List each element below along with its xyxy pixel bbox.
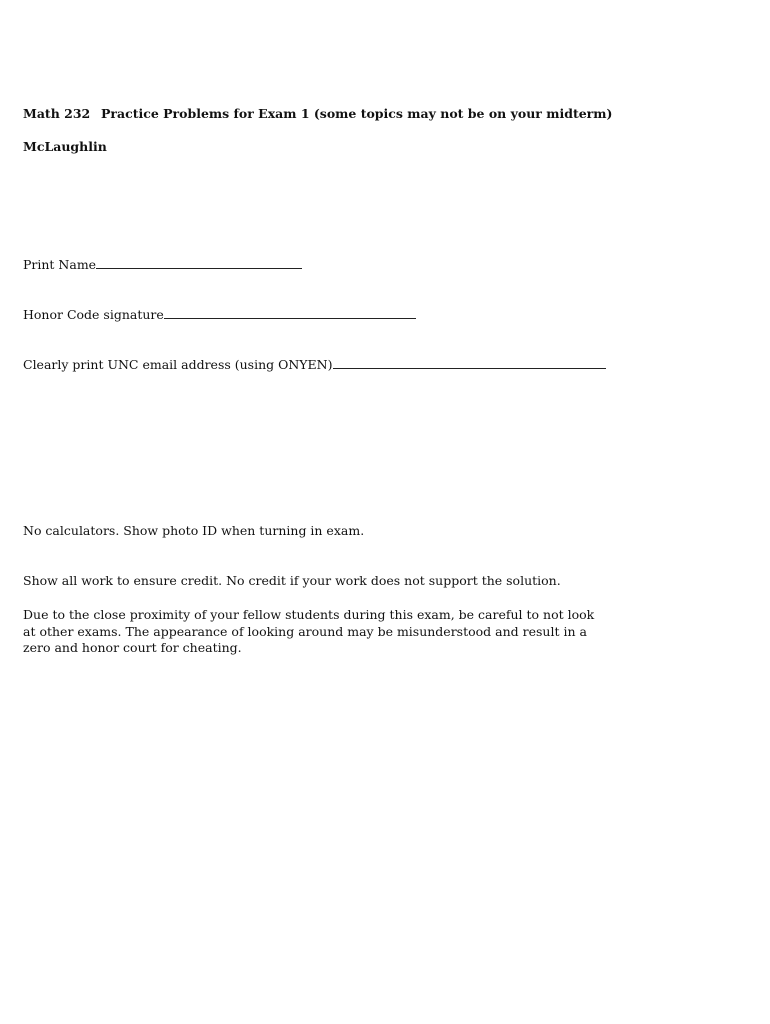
calculator-rule: No calculators. Show photo ID when turning in exam.	[23, 523, 365, 538]
show-work-rule: Show all work to ensure credit. No credit if your work does not support the solution.	[23, 573, 561, 588]
print-name-blank[interactable]	[96, 256, 302, 269]
honor-code-field	[23, 306, 416, 323]
email-field	[23, 356, 606, 373]
course-code: Math 232	[23, 106, 91, 121]
exam-header	[23, 106, 612, 122]
exam-title: Practice Problems for Exam 1 (some topics may not be on your midterm)	[101, 106, 613, 121]
print-name-label: Print Name	[23, 257, 97, 272]
instructor-name: McLaughlin	[23, 139, 107, 154]
honor-code-label: Honor Code signature	[23, 307, 164, 322]
print-name-field	[23, 256, 302, 273]
email-label: Clearly print UNC email address (using ONYEN)	[23, 357, 333, 372]
honor-code-blank[interactable]	[164, 306, 416, 319]
proximity-rule: Due to the close proximity of your fellow students during this exam, be careful to not look at other exams. The appearance of looking around may be misunderstood and result in a zero and honor court for cheating.	[23, 607, 595, 655]
email-blank[interactable]	[333, 356, 606, 369]
